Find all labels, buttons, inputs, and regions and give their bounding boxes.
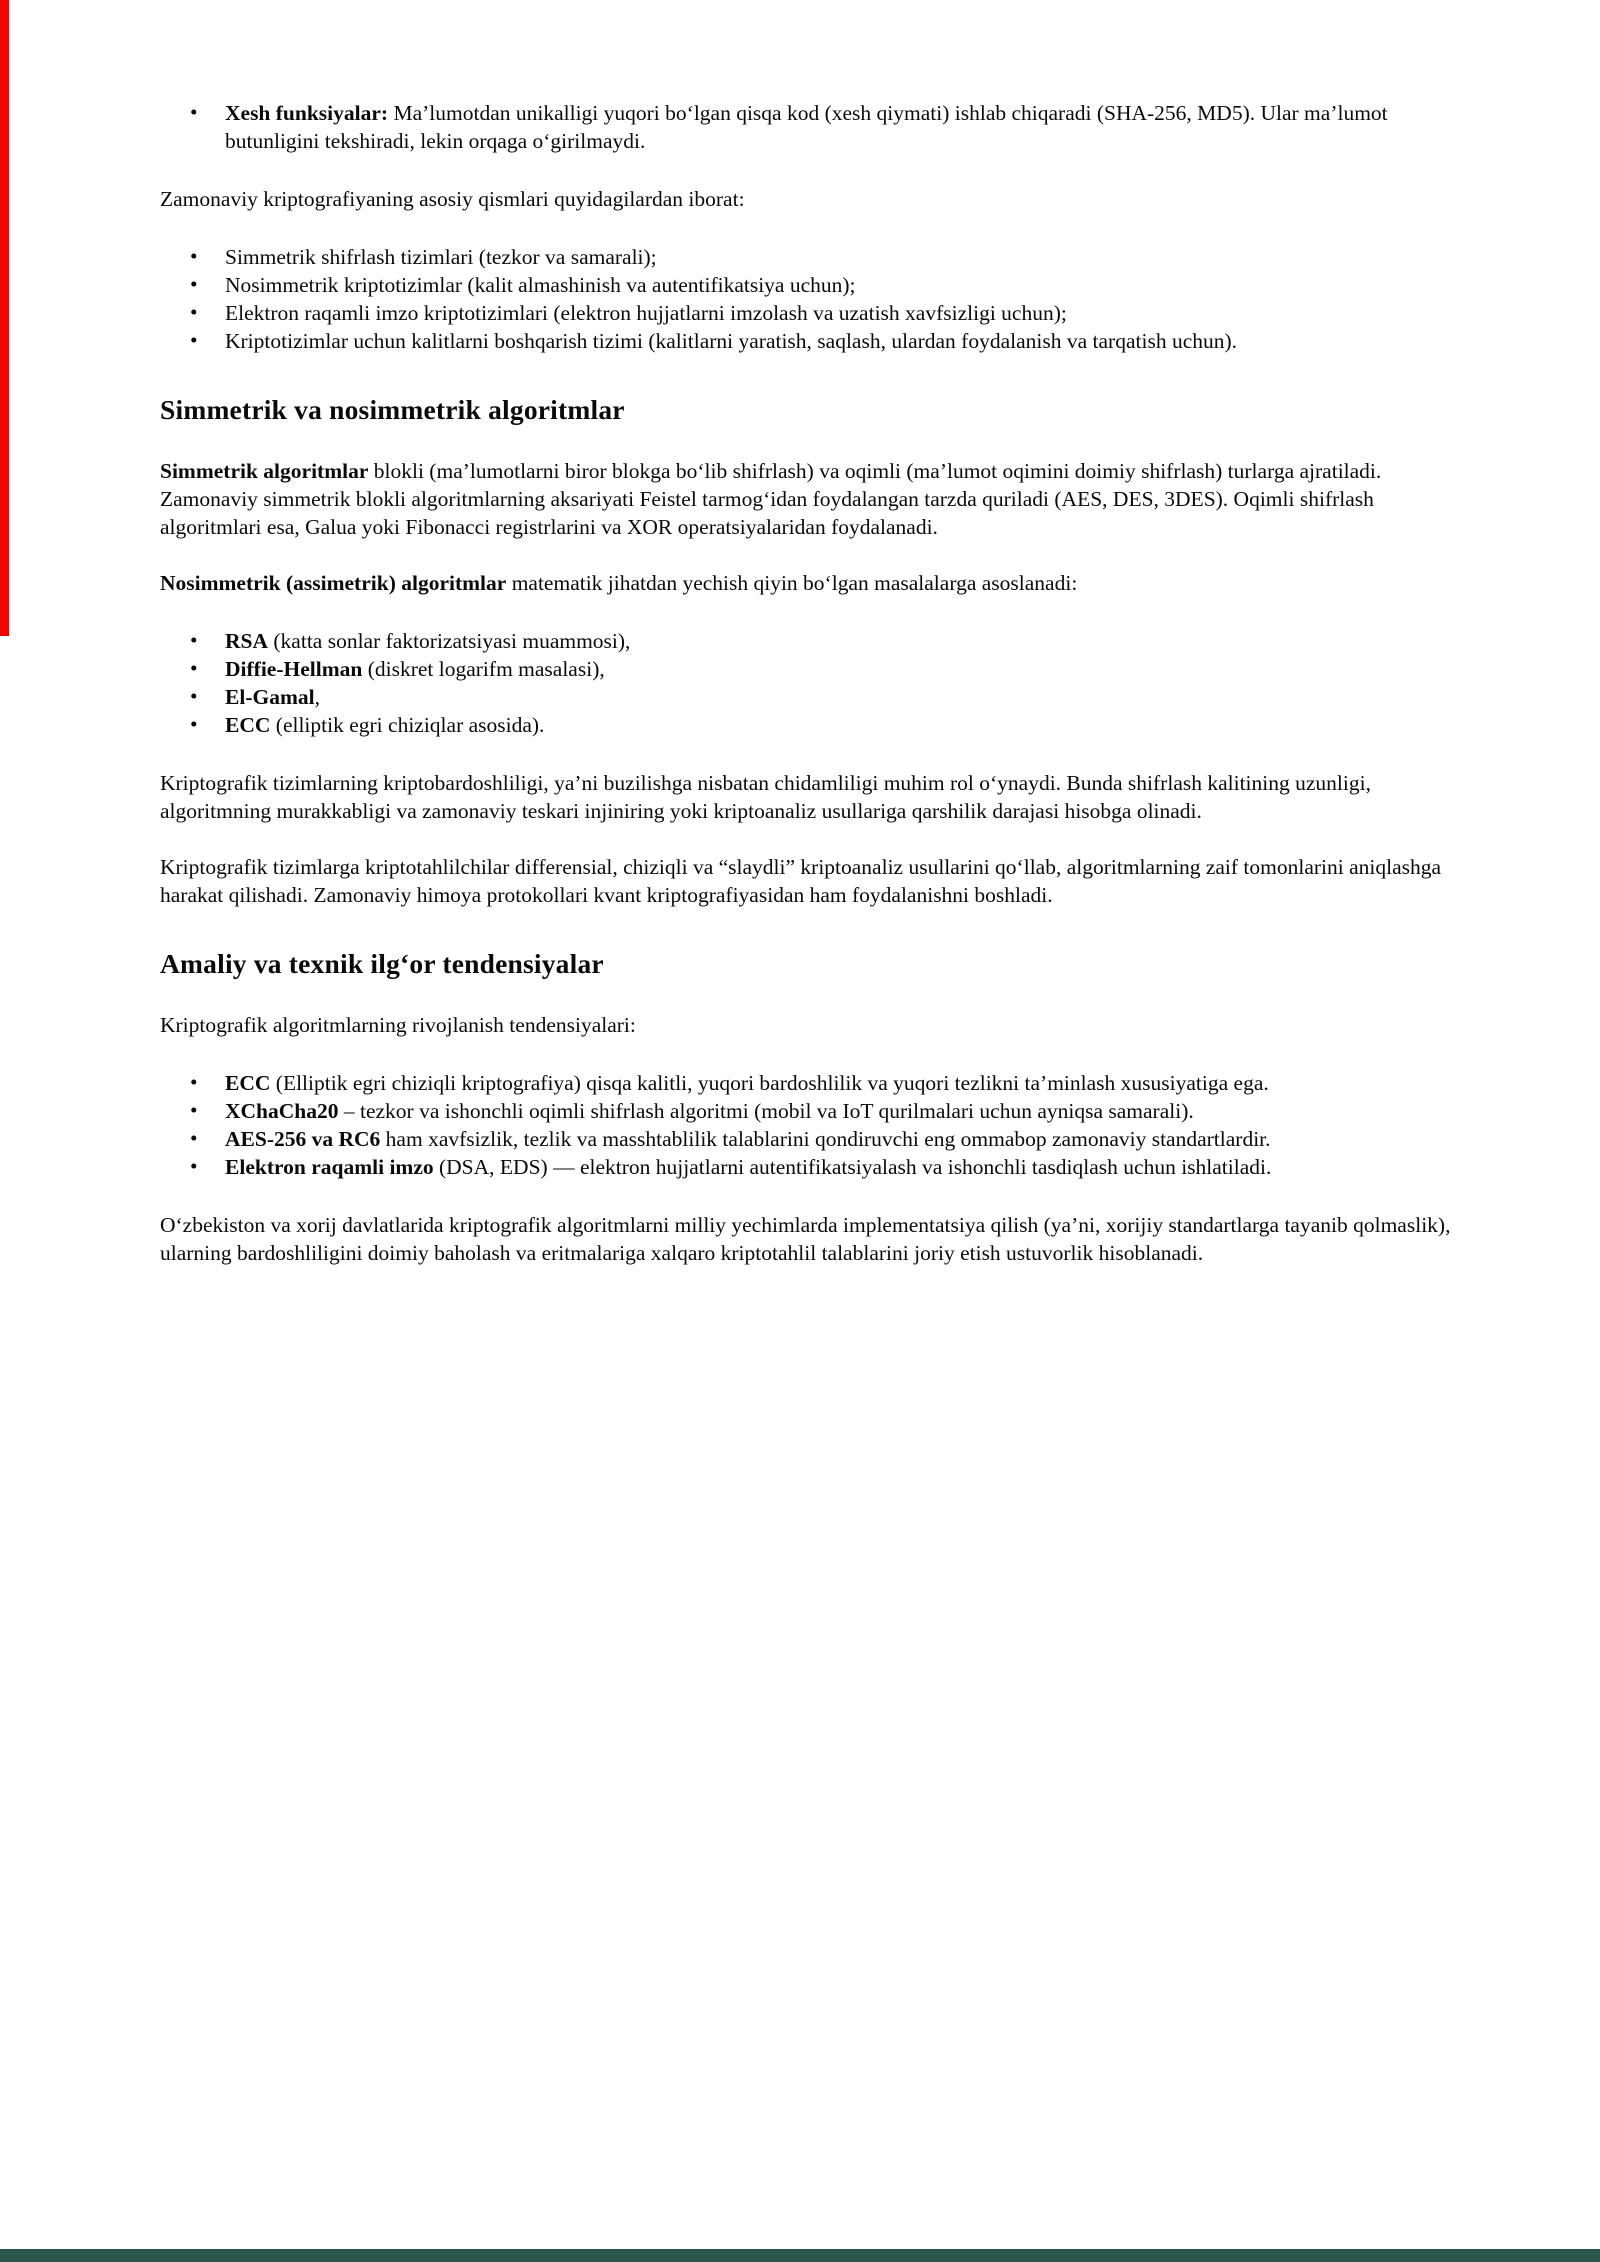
bullet-lead: AES-256 va RC6: [225, 1127, 381, 1151]
bullet-text: (Elliptik egri chiziqli kriptografiya) qisqa kalitli, yuqori bardoshlilik va yuqori tezlikni ta’minlash xususiyatiga ega.: [270, 1071, 1269, 1095]
bullet-icon: •: [190, 712, 198, 736]
paragraph-final: Oʻzbekiston va xorij davlatlarida kriptografik algoritmlarni milliy yechimlarda implementatsiya qilish (ya’ni, xorijiy standartlarga tayanib qolmaslik), ularning bardoshliligini doimiy baholash va eritmalariga xalqaro kriptotahlil talablarini joriy etish ustuvorlik hisoblanadi.: [160, 1213, 1451, 1265]
paragraph-nosimmetrik: [160, 569, 1456, 597]
list-item: [160, 683, 1456, 711]
bullet-icon: •: [190, 1098, 198, 1122]
asymmetric-algos-list: [160, 627, 1456, 739]
list-item-text: Simmetrik shifrlash tizimlari (tezkor va samarali);: [225, 245, 657, 269]
list-item: [160, 655, 1456, 683]
document-body: [160, 69, 1456, 1295]
list-item-text: Nosimmetrik kriptotizimlar (kalit almashinish va autentifikatsiya uchun);: [225, 273, 856, 297]
paragraph-text: matematik jihatdan yechish qiyin boʻlgan masalalarga asoslanadi:: [506, 571, 1078, 595]
section-heading-simmetrik: Simmetrik va nosimmetrik algoritmlar: [160, 394, 625, 425]
paragraph-bardoshlilik: Kriptografik tizimlarning kriptobardoshliligi, ya’ni buzilishga nisbatan chidamliligi muhim rol oʻynaydi. Bunda shifrlash kalitining uzunligi, algoritmning murakkabligi va zamonaviy teskari injiniring yoki kriptoanaliz usullariga qarshilik darajasi hisobga olinadi.: [160, 771, 1371, 823]
bullet-text: (katta sonlar faktorizatsiyasi muammosi),: [268, 629, 631, 653]
bullet-icon: •: [190, 100, 198, 124]
list-item: [160, 1097, 1456, 1125]
list-item: [160, 1125, 1456, 1153]
list-item: [160, 299, 1456, 327]
bullet-text: ham xavfsizlik, tezlik va masshtablilik talablarini qondiruvchi eng ommabop zamonaviy standartlardir.: [380, 1127, 1271, 1151]
list-item-text: Elektron raqamli imzo kriptotizimlari (elektron hujjatlarni imzolash va uzatish xavfsizligi uchun);: [225, 301, 1067, 325]
bullet-lead: RSA: [225, 629, 269, 653]
bullet-text: (elliptik egri chiziqlar asosida).: [270, 713, 545, 737]
paragraph-zamonaviy: Zamonaviy kriptografiyaning asosiy qismlari quyidagilardan iborat:: [160, 187, 745, 211]
list-item-text: Kriptotizimlar uchun kalitlarni boshqarish tizimi (kalitlarni yaratish, saqlash, ulardan foydalanish va tarqatish uchun).: [225, 329, 1238, 353]
list-item: [160, 1153, 1456, 1181]
list-item: [160, 327, 1456, 355]
bullet-icon: •: [190, 244, 198, 268]
bullet-lead: ECC: [225, 713, 271, 737]
list-item: [160, 271, 1456, 299]
bullet-lead: ECC: [225, 1071, 271, 1095]
paragraph-simmetrik: [160, 457, 1456, 541]
paragraph-tendensiyalar: Kriptografik algoritmlarning rivojlanish tendensiyalari:: [160, 1013, 636, 1037]
bullet-text: – tezkor va ishonchli oqimli shifrlash algoritmi (mobil va IoT qurilmalari uchun ayniqsa samarali).: [338, 1099, 1194, 1123]
list-item: [160, 243, 1456, 271]
bullet-icon: •: [190, 272, 198, 296]
bullet-text: (diskret logarifm masalasi),: [362, 657, 605, 681]
bullet-text: ,: [314, 685, 320, 709]
bullet-icon: •: [190, 300, 198, 324]
bullet-lead: Diffie-Hellman: [225, 657, 363, 681]
bottom-teal-bar: [0, 2249, 1600, 2262]
intro-bullet-list: [160, 99, 1456, 155]
trends-list: [160, 1069, 1456, 1181]
list-item: [160, 99, 1456, 155]
left-red-accent-bar: [0, 0, 9, 636]
paragraph-text: blokli (ma’lumotlarni biror blokga boʻlib shifrlash) va oqimli (ma’lumot oqimini doimiy shifrlash) turlarga ajratiladi. Zamonaviy simmetrik blokli algoritmlarning aksariyati Feistel tarmogʻidan foydalangan tarzda quriladi (AES, DES, 3DES). Oqimli shifrlash algoritmlari esa, Galua yoki Fibonacci registrlarini va XOR operatsiyalaridan foydalanadi.: [160, 459, 1382, 539]
bullet-lead: Elektron raqamli imzo: [225, 1155, 434, 1179]
section-heading-amaliy: Amaliy va texnik ilgʻor tendensiyalar: [160, 948, 604, 979]
bullet-icon: •: [190, 328, 198, 352]
bullet-icon: •: [190, 684, 198, 708]
bullet-text: Ma’lumotdan unikalligi yuqori boʻlgan qisqa kod (xesh qiymati) ishlab chiqaradi (SHA-256, MD5). Ular ma’lumot butunligini tekshiradi, lekin orqaga oʻgirilmaydi.: [225, 101, 1388, 153]
paragraph-lead: Nosimmetrik (assimetrik) algoritmlar: [160, 571, 507, 595]
list-item: [160, 711, 1456, 739]
bullet-text: (DSA, EDS) — elektron hujjatlarni autentifikatsiyalash va ishonchli tasdiqlash uchun ishlatiladi.: [433, 1155, 1272, 1179]
bullet-icon: •: [190, 1154, 198, 1178]
paragraph-lead: Simmetrik algoritmlar: [160, 459, 369, 483]
paragraph-kriptotahlil: Kriptografik tizimlarga kriptotahlilchilar differensial, chiziqli va “slaydli” kriptoanaliz usullarini qoʻllab, algoritmlarning zaif tomonlarini aniqlashga harakat qilishadi. Zamonaviy himoya protokollari kvant kriptografiyasidan ham foydalanishni boshladi.: [160, 855, 1442, 907]
list-item: [160, 1069, 1456, 1097]
bullet-lead: El-Gamal: [225, 685, 315, 709]
bullet-icon: •: [190, 628, 198, 652]
crypto-parts-list: [160, 243, 1456, 355]
bullet-icon: •: [190, 1070, 198, 1094]
bullet-lead: XChaCha20: [225, 1099, 339, 1123]
list-item: [160, 627, 1456, 655]
bullet-icon: •: [190, 1126, 198, 1150]
bullet-icon: •: [190, 656, 198, 680]
bullet-lead: Xesh funksiyalar:: [225, 101, 389, 125]
